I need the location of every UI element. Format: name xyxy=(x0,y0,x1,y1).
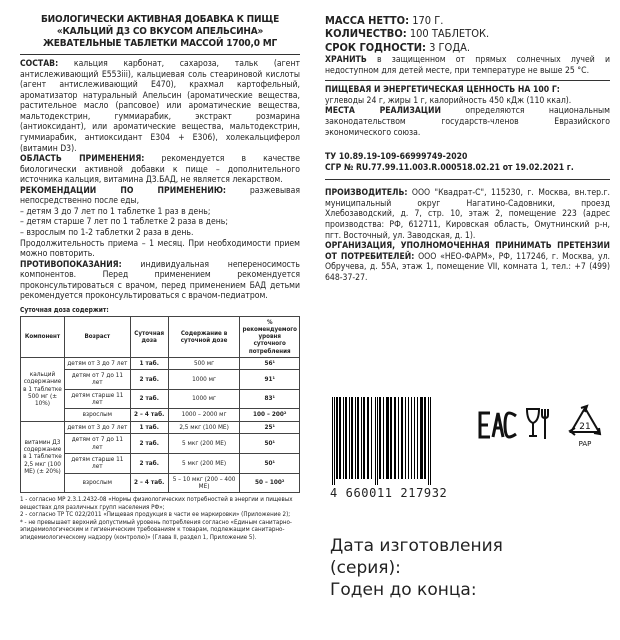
sales-label: МЕСТА РЕАЛИЗАЦИИ xyxy=(325,106,441,117)
composition xyxy=(20,59,300,154)
sales-text: определяются национальным законодательством государств-членов Евразийского экономического союза. xyxy=(325,106,610,138)
divider xyxy=(325,179,610,180)
recs-label: РЕКОМЕНДАЦИИ ПО ПРИМЕНЕНИЮ: xyxy=(20,185,227,196)
table-cell: 2 – 4 таб. xyxy=(130,409,168,421)
barcode-bar xyxy=(379,397,381,479)
daily-dose-table xyxy=(20,316,300,493)
producer xyxy=(325,188,610,241)
producer-text: ООО "Квадрат-С", 115230, г. Москва, вн.тер.г. муниципальный округ Нагатино-Садовники, проезд Хлебозаводский, д. 7, стр. 10, этаж 2, помещение 223 (адрес производства: РФ, 612711, Кировская область, Омутнинский р-н, пгт. Восточный, ул. Заводская, д. 1). xyxy=(325,188,610,241)
eac-mark-icon xyxy=(478,410,518,440)
table-cell: 5 мкг (200 МЕ) xyxy=(168,434,240,454)
table-header: Содержание в суточной дозе xyxy=(168,317,240,358)
expiry-label: Годен до конца: xyxy=(330,579,477,600)
table-header: Компонент xyxy=(21,317,65,358)
footnote: 1 - согласно МР 2.3.1.2432-08 «Нормы физиологических потребностей в энергии и пищевых веществах для различных групп населения РФ»; xyxy=(20,496,293,511)
recs-line: – взрослым по 1-2 таблетки 2 раза в день. xyxy=(20,228,194,238)
application-area xyxy=(20,154,300,186)
table-row xyxy=(21,357,300,369)
certification-icons xyxy=(478,402,608,462)
barcode-bar xyxy=(349,397,350,479)
table-cell: детям старше 11 лет xyxy=(64,389,130,409)
recommendations xyxy=(20,186,300,207)
barcode-bars xyxy=(330,397,462,485)
barcode-bar xyxy=(351,397,353,479)
barcode-bar xyxy=(339,397,341,479)
table-cell: 1 таб. xyxy=(130,421,168,433)
table-cell: взрослым xyxy=(64,409,130,421)
barcode-bar xyxy=(424,397,426,479)
shelf-label: СРОК ГОДНОСТИ: xyxy=(325,40,426,54)
barcode-bar xyxy=(428,397,429,485)
barcode xyxy=(330,397,462,507)
barcode-bar xyxy=(383,397,384,479)
table-cell: 2,5 мкг (100 МЕ) xyxy=(168,421,240,433)
footnotes xyxy=(20,496,300,541)
mass-value: 170 Г. xyxy=(409,14,444,27)
left-column xyxy=(20,14,300,541)
claims-organization xyxy=(325,241,610,283)
table-cell: 5 мкг (200 МЕ) xyxy=(168,453,240,473)
composition-label: СОСТАВ: xyxy=(20,59,59,69)
recycle-number: 21 xyxy=(579,422,591,432)
barcode-bar xyxy=(361,397,362,479)
table-cell: 50 – 100² xyxy=(240,473,300,493)
product-title: БИОЛОГИЧЕСКИ АКТИВНАЯ ДОБАВКА К ПИЩЕ «КАЛЬЦИЙ Д3 СО ВКУСОМ АПЕЛЬСИНА» ЖЕВАТЕЛЬНЫЕ ТАБЛЕТКИ МАССОЙ 1700,0 МГ xyxy=(40,14,280,49)
org-text: ООО «НЕО-ФАРМ», РФ, 117246, г. Москва, ул. Обручева, д. 55А, этаж 1, помещение VII, комната 1, тел.: +7 (499) 648-37-27. xyxy=(325,251,610,283)
divider xyxy=(325,80,610,81)
area-text: рекомендуется в качестве биологически активной добавки к пище – дополнительного источника кальция, витамина Д3.БАД, не является лекарством. xyxy=(20,154,300,186)
table-cell: 500 мг xyxy=(168,357,240,369)
barcode-bar xyxy=(394,397,396,479)
contraindications xyxy=(20,260,300,302)
table-cell: 5 – 10 мкг (200 – 400 МЕ) xyxy=(168,473,240,493)
manufacture-date-block xyxy=(330,536,503,601)
table-cell: детям от 3 до 7 лет xyxy=(64,357,130,369)
qty-value: 100 ТАБЛЕТОК. xyxy=(406,27,490,41)
table-cell: 1000 мг xyxy=(168,370,240,390)
table-cell: 1000 мг xyxy=(168,389,240,409)
tu-number: ТУ 10.89.19-109-66999749-2020 xyxy=(325,152,468,163)
area-label: ОБЛАСТЬ ПРИМЕНЕНИЯ: xyxy=(20,154,145,165)
recs-line: – детям старше 7 лет по 1 таблетке 2 раза в день; xyxy=(20,217,228,228)
divider xyxy=(20,54,300,55)
table-cell: детям от 7 до 11 лет xyxy=(64,370,130,390)
storage-text: в защищенном от прямых солнечных лучей и недоступном для детей месте, при температуре не выше 25 °С. xyxy=(325,55,610,76)
barcode-bar xyxy=(355,397,356,479)
barcode-bar xyxy=(401,397,403,479)
table-header-row xyxy=(21,317,300,358)
barcode-bar xyxy=(411,397,412,479)
table-cell: 2 таб. xyxy=(130,453,168,473)
barcode-bar xyxy=(345,397,347,479)
table-cell: взрослым xyxy=(64,473,130,493)
table-caption: Суточная доза содержит: xyxy=(20,305,109,314)
table-cell: 50¹ xyxy=(240,434,300,454)
barcode-bar xyxy=(430,397,431,485)
spacer xyxy=(325,138,610,152)
table-cell: детям от 7 до 11 лет xyxy=(64,434,130,454)
quantity xyxy=(325,27,610,40)
barcode-bar xyxy=(336,397,338,479)
recs-intro: разжевывая непосредственно после еды, xyxy=(20,185,300,207)
barcode-bar xyxy=(343,397,344,479)
recycle-code: PAP xyxy=(578,440,592,448)
qty-label: КОЛИЧЕСТВО: xyxy=(325,27,407,41)
recs-duration: Продолжительность приема – 1 месяц. При необходимости прием можно повторить. xyxy=(20,238,300,260)
table-cell: 56¹ xyxy=(240,357,300,369)
barcode-bar xyxy=(357,397,359,479)
producer-label: ПРОИЗВОДИТЕЛЬ: xyxy=(325,188,408,199)
right-column xyxy=(325,14,610,283)
sales-places xyxy=(325,106,610,138)
table-cell: 1000 – 2000 мг xyxy=(168,409,240,421)
shelf-value: 3 ГОДА. xyxy=(425,40,470,54)
calcium-component: кальций содержание в 1 таблетке 500 мг (± 10%) xyxy=(21,357,65,421)
table-header: Суточная доза xyxy=(130,317,168,358)
barcode-bar xyxy=(377,397,378,485)
barcode-bar xyxy=(414,397,415,479)
contra-text: индивидуальная непереносимость компонентов. Перед применением рекомендуется проконсультироваться с врачом, перед применением БАД детьми рекомендуется проконсультироваться с врачом-педиатром. xyxy=(20,259,300,302)
barcode-bar xyxy=(332,397,333,485)
energy-label: ПИЩЕВАЯ И ЭНЕРГЕТИЧЕСКАЯ ЦЕННОСТЬ НА 100 Г: xyxy=(325,85,560,96)
barcode-bar xyxy=(390,397,392,479)
table-cell: 91¹ xyxy=(240,370,300,390)
energy-text: углеводы 24 г, жиры 1 г, калорийность 450 кДж (110 ккал). xyxy=(325,95,572,106)
barcode-bar xyxy=(420,397,423,479)
table-cell: детям старше 11 лет xyxy=(64,453,130,473)
table-header: % рекомендуемого уровня суточного потребления xyxy=(240,317,300,358)
contra-label: ПРОТИВОПОКАЗАНИЯ: xyxy=(20,259,122,270)
recs-line: – детям 3 до 7 лет по 1 таблетке 1 раз в день; xyxy=(20,206,211,217)
barcode-bar xyxy=(386,397,389,479)
mass-label: МАССА НЕТТО: xyxy=(325,14,410,27)
barcode-bar xyxy=(398,397,399,479)
shelf-life xyxy=(325,41,610,54)
barcode-bar xyxy=(334,397,335,485)
table-cell: 2 таб. xyxy=(130,370,168,390)
barcode-bar xyxy=(408,397,409,479)
table-cell: 2 таб. xyxy=(130,389,168,409)
table-cell: 25¹ xyxy=(240,421,300,433)
table-cell: 100 – 200² xyxy=(240,409,300,421)
net-mass xyxy=(325,14,610,27)
glass-fork-food-contact-icon xyxy=(523,406,555,444)
barcode-bar xyxy=(405,397,406,479)
storage xyxy=(325,55,610,76)
barcode-bar xyxy=(375,397,376,485)
barcode-bar xyxy=(363,397,365,479)
table-cell: 83¹ xyxy=(240,389,300,409)
barcode-bar xyxy=(417,397,418,479)
table-cell: детям от 3 до 7 лет xyxy=(64,421,130,433)
barcode-bar xyxy=(367,397,369,479)
sgr-number: СГР № RU.77.99.11.003.R.000518.02.21 от 19.02.2021 г. xyxy=(325,162,574,173)
table-cell: 1 таб. xyxy=(130,357,168,369)
table-cell: 2 таб. xyxy=(130,434,168,454)
table-cell: 50¹ xyxy=(240,453,300,473)
table-row xyxy=(21,421,300,433)
table-header: Возраст xyxy=(64,317,130,358)
table-cell: 2 – 4 таб. xyxy=(130,473,168,493)
footnote: 2 - согласно ТР ТС 022/2011 «Пищевая продукция в части ее маркировки» (Приложение 2); xyxy=(20,511,291,519)
barcode-number: 4 660011 217932 xyxy=(330,486,448,500)
footnote: * - не превышает верхний допустимый уровень потребления согласно «Единым санитарно-эпидемиологическим и гигиеническим требованиям к товарам, подлежащим санитарно-эпидемиологическому надзору (контролю)» (Глава II, раздел 1, Приложение 5). xyxy=(20,518,292,541)
barcode-bar xyxy=(371,397,372,479)
batch-label: (серия): xyxy=(330,557,401,578)
recycle-icon xyxy=(566,404,604,450)
storage-label: ХРАНИТЬ xyxy=(325,55,367,66)
composition-text: кальция карбонат, сахароза, тальк (агент антислеживающий Е553iii), кальциевая соль стеариновой кислоты (агент антислеживающий Е470), крахмал картофельный, ароматизатор натуральный Апельсин (ароматические вещества, растительное масло (рапсовое) или ароматические вещества, мальтодекстрин, гуммиарабик, экстракт розмарина (антиоксидант), или ароматические вещества, мальтодекстрин, гуммиарабик, антиоксидант Е304 + Е306), холекальциферол (витамин D3). xyxy=(20,59,300,154)
manufacture-date-label: Дата изготовления xyxy=(330,536,503,556)
org-label: ОРГАНИЗАЦИЯ, УПОЛНОМОЧЕННАЯ ПРИНИМАТЬ ПРЕТЕНЗИИ ОТ ПОТРЕБИТЕЛЕЙ: xyxy=(325,241,610,262)
vitd-component: витамин Д3 содержание в 1 таблетке 2,5 мкг (100 МЕ) (± 20%) xyxy=(21,421,65,493)
